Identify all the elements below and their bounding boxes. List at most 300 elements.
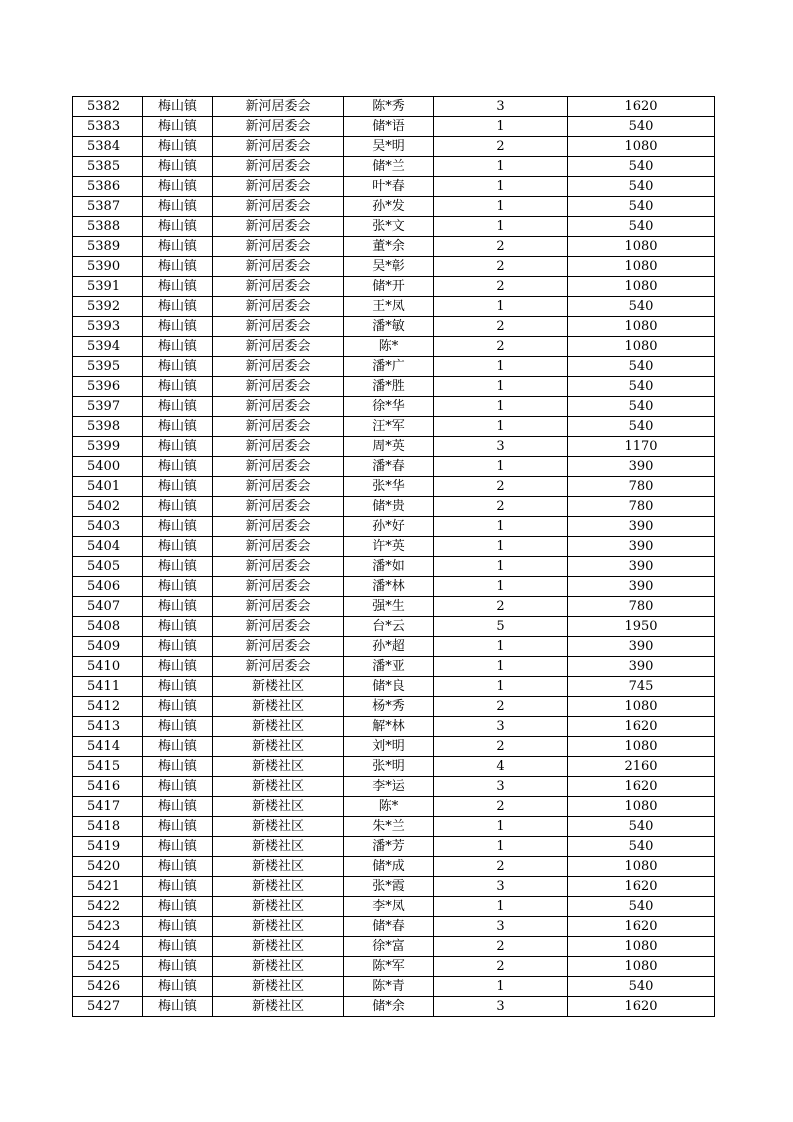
table-row	[73, 257, 715, 277]
count-cell: 3	[434, 877, 568, 897]
town-cell: 梅山镇	[143, 117, 213, 137]
amount-cell: 390	[568, 457, 715, 477]
table-row	[73, 117, 715, 137]
amount-cell: 1950	[568, 617, 715, 637]
amount-cell: 745	[568, 677, 715, 697]
name-cell: 周*英	[344, 437, 434, 457]
name-cell: 杨*秀	[344, 697, 434, 717]
row-number-cell: 5426	[73, 977, 143, 997]
row-number-cell: 5416	[73, 777, 143, 797]
count-cell: 1	[434, 657, 568, 677]
town-cell: 梅山镇	[143, 497, 213, 517]
count-cell: 3	[434, 917, 568, 937]
row-number-cell: 5422	[73, 897, 143, 917]
amount-cell: 780	[568, 497, 715, 517]
community-cell: 新河居委会	[213, 537, 344, 557]
table-row	[73, 637, 715, 657]
count-cell: 1	[434, 417, 568, 437]
table-row	[73, 537, 715, 557]
table-row	[73, 917, 715, 937]
community-cell: 新河居委会	[213, 397, 344, 417]
table-row	[73, 997, 715, 1017]
amount-cell: 1080	[568, 857, 715, 877]
count-cell: 1	[434, 637, 568, 657]
row-number-cell: 5404	[73, 537, 143, 557]
community-cell: 新河居委会	[213, 637, 344, 657]
name-cell: 叶*春	[344, 177, 434, 197]
table-row	[73, 717, 715, 737]
row-number-cell: 5409	[73, 637, 143, 657]
table-row	[73, 197, 715, 217]
table-row	[73, 417, 715, 437]
community-cell: 新楼社区	[213, 897, 344, 917]
community-cell: 新河居委会	[213, 277, 344, 297]
row-number-cell: 5413	[73, 717, 143, 737]
count-cell: 3	[434, 997, 568, 1017]
community-cell: 新楼社区	[213, 757, 344, 777]
table-row	[73, 797, 715, 817]
name-cell: 储*兰	[344, 157, 434, 177]
count-cell: 1	[434, 977, 568, 997]
row-number-cell: 5427	[73, 997, 143, 1017]
table-row	[73, 937, 715, 957]
count-cell: 5	[434, 617, 568, 637]
count-cell: 3	[434, 97, 568, 117]
community-cell: 新楼社区	[213, 917, 344, 937]
town-cell: 梅山镇	[143, 777, 213, 797]
name-cell: 储*春	[344, 917, 434, 937]
count-cell: 4	[434, 757, 568, 777]
row-number-cell: 5385	[73, 157, 143, 177]
community-cell: 新楼社区	[213, 677, 344, 697]
table-row	[73, 957, 715, 977]
name-cell: 强*生	[344, 597, 434, 617]
count-cell: 3	[434, 437, 568, 457]
table-row	[73, 237, 715, 257]
count-cell: 1	[434, 577, 568, 597]
town-cell: 梅山镇	[143, 837, 213, 857]
count-cell: 1	[434, 837, 568, 857]
name-cell: 潘*如	[344, 557, 434, 577]
community-cell: 新楼社区	[213, 977, 344, 997]
town-cell: 梅山镇	[143, 317, 213, 337]
count-cell: 1	[434, 297, 568, 317]
table-row	[73, 517, 715, 537]
row-number-cell: 5389	[73, 237, 143, 257]
town-cell: 梅山镇	[143, 417, 213, 437]
amount-cell: 540	[568, 817, 715, 837]
community-cell: 新河居委会	[213, 297, 344, 317]
name-cell: 储*语	[344, 117, 434, 137]
amount-cell: 540	[568, 397, 715, 417]
row-number-cell: 5402	[73, 497, 143, 517]
community-cell: 新河居委会	[213, 517, 344, 537]
community-cell: 新楼社区	[213, 997, 344, 1017]
name-cell: 朱*兰	[344, 817, 434, 837]
town-cell: 梅山镇	[143, 957, 213, 977]
document-table-container	[72, 96, 715, 1017]
name-cell: 储*成	[344, 857, 434, 877]
count-cell: 2	[434, 737, 568, 757]
count-cell: 2	[434, 697, 568, 717]
town-cell: 梅山镇	[143, 997, 213, 1017]
amount-cell: 1080	[568, 957, 715, 977]
count-cell: 2	[434, 857, 568, 877]
table-row	[73, 577, 715, 597]
community-cell: 新楼社区	[213, 697, 344, 717]
community-cell: 新楼社区	[213, 797, 344, 817]
name-cell: 储*开	[344, 277, 434, 297]
count-cell: 2	[434, 137, 568, 157]
community-cell: 新楼社区	[213, 737, 344, 757]
community-cell: 新河居委会	[213, 437, 344, 457]
count-cell: 2	[434, 957, 568, 977]
row-number-cell: 5403	[73, 517, 143, 537]
amount-cell: 1080	[568, 237, 715, 257]
name-cell: 潘*广	[344, 357, 434, 377]
community-cell: 新楼社区	[213, 857, 344, 877]
town-cell: 梅山镇	[143, 817, 213, 837]
amount-cell: 390	[568, 517, 715, 537]
town-cell: 梅山镇	[143, 697, 213, 717]
amount-cell: 1080	[568, 137, 715, 157]
town-cell: 梅山镇	[143, 917, 213, 937]
town-cell: 梅山镇	[143, 357, 213, 377]
town-cell: 梅山镇	[143, 677, 213, 697]
amount-cell: 1620	[568, 717, 715, 737]
table-row	[73, 737, 715, 757]
amount-cell: 1080	[568, 797, 715, 817]
name-cell: 潘*敏	[344, 317, 434, 337]
count-cell: 1	[434, 117, 568, 137]
table-row	[73, 437, 715, 457]
town-cell: 梅山镇	[143, 377, 213, 397]
name-cell: 吴*彰	[344, 257, 434, 277]
town-cell: 梅山镇	[143, 197, 213, 217]
town-cell: 梅山镇	[143, 277, 213, 297]
amount-cell: 1080	[568, 937, 715, 957]
row-number-cell: 5387	[73, 197, 143, 217]
name-cell: 许*英	[344, 537, 434, 557]
table-row	[73, 897, 715, 917]
table-body	[73, 97, 715, 1017]
town-cell: 梅山镇	[143, 337, 213, 357]
count-cell: 2	[434, 277, 568, 297]
community-cell: 新河居委会	[213, 137, 344, 157]
table-row	[73, 317, 715, 337]
table-row	[73, 477, 715, 497]
amount-cell: 1620	[568, 97, 715, 117]
amount-cell: 1620	[568, 917, 715, 937]
count-cell: 1	[434, 397, 568, 417]
table-row	[73, 177, 715, 197]
name-cell: 吴*明	[344, 137, 434, 157]
town-cell: 梅山镇	[143, 237, 213, 257]
count-cell: 1	[434, 817, 568, 837]
name-cell: 董*余	[344, 237, 434, 257]
name-cell: 储*良	[344, 677, 434, 697]
table-row	[73, 457, 715, 477]
amount-cell: 540	[568, 117, 715, 137]
row-number-cell: 5399	[73, 437, 143, 457]
community-cell: 新河居委会	[213, 597, 344, 617]
count-cell: 1	[434, 517, 568, 537]
table-row	[73, 397, 715, 417]
row-number-cell: 5394	[73, 337, 143, 357]
count-cell: 2	[434, 797, 568, 817]
town-cell: 梅山镇	[143, 457, 213, 477]
row-number-cell: 5415	[73, 757, 143, 777]
amount-cell: 540	[568, 297, 715, 317]
community-cell: 新楼社区	[213, 937, 344, 957]
town-cell: 梅山镇	[143, 797, 213, 817]
town-cell: 梅山镇	[143, 857, 213, 877]
table-row	[73, 297, 715, 317]
count-cell: 1	[434, 897, 568, 917]
table-row	[73, 657, 715, 677]
name-cell: 刘*明	[344, 737, 434, 757]
row-number-cell: 5396	[73, 377, 143, 397]
town-cell: 梅山镇	[143, 737, 213, 757]
town-cell: 梅山镇	[143, 157, 213, 177]
row-number-cell: 5400	[73, 457, 143, 477]
row-number-cell: 5401	[73, 477, 143, 497]
amount-cell: 1620	[568, 877, 715, 897]
town-cell: 梅山镇	[143, 177, 213, 197]
name-cell: 陈*军	[344, 957, 434, 977]
row-number-cell: 5407	[73, 597, 143, 617]
row-number-cell: 5420	[73, 857, 143, 877]
count-cell: 2	[434, 237, 568, 257]
community-cell: 新河居委会	[213, 257, 344, 277]
community-cell: 新河居委会	[213, 197, 344, 217]
table-row	[73, 217, 715, 237]
row-number-cell: 5423	[73, 917, 143, 937]
amount-cell: 1080	[568, 737, 715, 757]
town-cell: 梅山镇	[143, 477, 213, 497]
count-cell: 2	[434, 257, 568, 277]
count-cell: 1	[434, 677, 568, 697]
name-cell: 李*运	[344, 777, 434, 797]
count-cell: 2	[434, 497, 568, 517]
town-cell: 梅山镇	[143, 637, 213, 657]
row-number-cell: 5405	[73, 557, 143, 577]
town-cell: 梅山镇	[143, 397, 213, 417]
row-number-cell: 5392	[73, 297, 143, 317]
town-cell: 梅山镇	[143, 297, 213, 317]
name-cell: 王*凤	[344, 297, 434, 317]
table-row	[73, 557, 715, 577]
row-number-cell: 5411	[73, 677, 143, 697]
name-cell: 张*华	[344, 477, 434, 497]
name-cell: 储*贵	[344, 497, 434, 517]
name-cell: 潘*林	[344, 577, 434, 597]
community-cell: 新楼社区	[213, 717, 344, 737]
table-row	[73, 837, 715, 857]
name-cell: 陈*	[344, 797, 434, 817]
name-cell: 张*明	[344, 757, 434, 777]
name-cell: 孙*发	[344, 197, 434, 217]
table-row	[73, 877, 715, 897]
count-cell: 2	[434, 477, 568, 497]
amount-cell: 390	[568, 657, 715, 677]
table-row	[73, 357, 715, 377]
row-number-cell: 5382	[73, 97, 143, 117]
community-cell: 新楼社区	[213, 957, 344, 977]
amount-cell: 390	[568, 577, 715, 597]
amount-cell: 540	[568, 357, 715, 377]
community-cell: 新楼社区	[213, 837, 344, 857]
table-row	[73, 337, 715, 357]
row-number-cell: 5383	[73, 117, 143, 137]
community-cell: 新河居委会	[213, 457, 344, 477]
amount-cell: 540	[568, 897, 715, 917]
row-number-cell: 5419	[73, 837, 143, 857]
table-row	[73, 757, 715, 777]
row-number-cell: 5412	[73, 697, 143, 717]
town-cell: 梅山镇	[143, 97, 213, 117]
name-cell: 孙*好	[344, 517, 434, 537]
community-cell: 新楼社区	[213, 777, 344, 797]
table-row	[73, 137, 715, 157]
amount-cell: 1080	[568, 277, 715, 297]
amount-cell: 1170	[568, 437, 715, 457]
row-number-cell: 5406	[73, 577, 143, 597]
community-cell: 新河居委会	[213, 357, 344, 377]
town-cell: 梅山镇	[143, 757, 213, 777]
community-cell: 新河居委会	[213, 657, 344, 677]
amount-cell: 1620	[568, 997, 715, 1017]
town-cell: 梅山镇	[143, 937, 213, 957]
row-number-cell: 5418	[73, 817, 143, 837]
table-row	[73, 857, 715, 877]
table-row	[73, 677, 715, 697]
amount-cell: 540	[568, 837, 715, 857]
amount-cell: 540	[568, 217, 715, 237]
name-cell: 张*霞	[344, 877, 434, 897]
count-cell: 3	[434, 777, 568, 797]
name-cell: 汪*军	[344, 417, 434, 437]
row-number-cell: 5421	[73, 877, 143, 897]
table-row	[73, 597, 715, 617]
name-cell: 徐*富	[344, 937, 434, 957]
community-cell: 新河居委会	[213, 337, 344, 357]
amount-cell: 2160	[568, 757, 715, 777]
community-cell: 新河居委会	[213, 497, 344, 517]
row-number-cell: 5410	[73, 657, 143, 677]
name-cell: 台*云	[344, 617, 434, 637]
town-cell: 梅山镇	[143, 977, 213, 997]
table-row	[73, 697, 715, 717]
community-cell: 新河居委会	[213, 477, 344, 497]
count-cell: 1	[434, 177, 568, 197]
row-number-cell: 5393	[73, 317, 143, 337]
amount-cell: 780	[568, 477, 715, 497]
table-row	[73, 97, 715, 117]
community-cell: 新河居委会	[213, 617, 344, 637]
row-number-cell: 5417	[73, 797, 143, 817]
name-cell: 潘*亚	[344, 657, 434, 677]
row-number-cell: 5386	[73, 177, 143, 197]
amount-cell: 540	[568, 177, 715, 197]
table-row	[73, 157, 715, 177]
table-row	[73, 817, 715, 837]
community-cell: 新河居委会	[213, 317, 344, 337]
community-cell: 新楼社区	[213, 877, 344, 897]
town-cell: 梅山镇	[143, 537, 213, 557]
amount-cell: 540	[568, 977, 715, 997]
name-cell: 解*林	[344, 717, 434, 737]
table-row	[73, 617, 715, 637]
town-cell: 梅山镇	[143, 217, 213, 237]
count-cell: 1	[434, 357, 568, 377]
name-cell: 李*凤	[344, 897, 434, 917]
town-cell: 梅山镇	[143, 437, 213, 457]
table-row	[73, 277, 715, 297]
name-cell: 徐*华	[344, 397, 434, 417]
town-cell: 梅山镇	[143, 657, 213, 677]
town-cell: 梅山镇	[143, 577, 213, 597]
amount-cell: 540	[568, 197, 715, 217]
row-number-cell: 5395	[73, 357, 143, 377]
amount-cell: 390	[568, 537, 715, 557]
name-cell: 潘*春	[344, 457, 434, 477]
name-cell: 潘*芳	[344, 837, 434, 857]
name-cell: 孙*超	[344, 637, 434, 657]
amount-cell: 390	[568, 637, 715, 657]
town-cell: 梅山镇	[143, 717, 213, 737]
community-cell: 新河居委会	[213, 377, 344, 397]
amount-cell: 1080	[568, 317, 715, 337]
town-cell: 梅山镇	[143, 597, 213, 617]
community-cell: 新河居委会	[213, 217, 344, 237]
community-cell: 新楼社区	[213, 817, 344, 837]
row-number-cell: 5388	[73, 217, 143, 237]
amount-cell: 1080	[568, 337, 715, 357]
town-cell: 梅山镇	[143, 877, 213, 897]
amount-cell: 390	[568, 557, 715, 577]
row-number-cell: 5397	[73, 397, 143, 417]
name-cell: 储*余	[344, 997, 434, 1017]
count-cell: 2	[434, 317, 568, 337]
name-cell: 陈*秀	[344, 97, 434, 117]
town-cell: 梅山镇	[143, 617, 213, 637]
community-cell: 新河居委会	[213, 117, 344, 137]
community-cell: 新河居委会	[213, 97, 344, 117]
count-cell: 3	[434, 717, 568, 737]
count-cell: 1	[434, 457, 568, 477]
count-cell: 2	[434, 337, 568, 357]
town-cell: 梅山镇	[143, 257, 213, 277]
row-number-cell: 5390	[73, 257, 143, 277]
amount-cell: 540	[568, 417, 715, 437]
name-cell: 张*文	[344, 217, 434, 237]
name-cell: 潘*胜	[344, 377, 434, 397]
count-cell: 1	[434, 217, 568, 237]
row-number-cell: 5425	[73, 957, 143, 977]
count-cell: 1	[434, 157, 568, 177]
amount-cell: 540	[568, 377, 715, 397]
town-cell: 梅山镇	[143, 557, 213, 577]
town-cell: 梅山镇	[143, 897, 213, 917]
community-cell: 新河居委会	[213, 417, 344, 437]
name-cell: 陈*青	[344, 977, 434, 997]
row-number-cell: 5398	[73, 417, 143, 437]
community-cell: 新河居委会	[213, 177, 344, 197]
row-number-cell: 5414	[73, 737, 143, 757]
count-cell: 1	[434, 557, 568, 577]
count-cell: 1	[434, 537, 568, 557]
